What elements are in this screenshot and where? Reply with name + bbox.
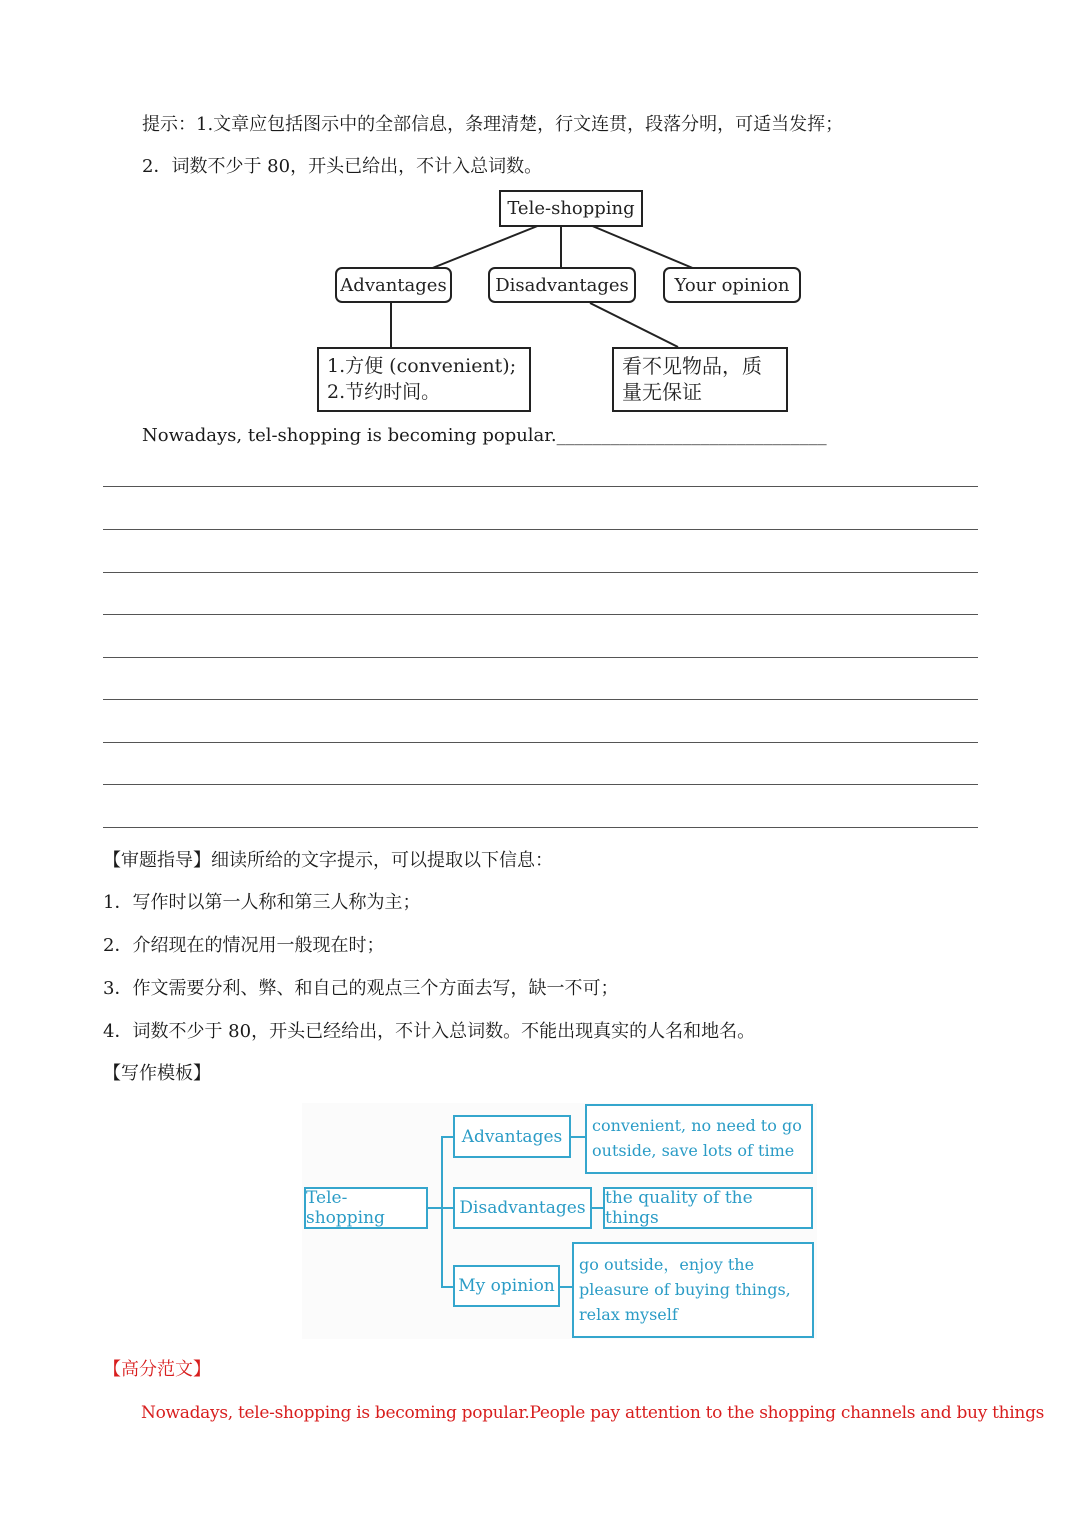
starter-text: Nowadays, tel-shopping is becoming popular. — [142, 425, 557, 446]
opinion-node: Your opinion — [663, 267, 801, 303]
guide-heading: 【审题指导】细读所给的文字提示，可以提取以下信息： — [103, 850, 553, 871]
tele-shopping-diagram — [300, 185, 820, 420]
starter-blank[interactable]: ______________________________ — [556, 425, 827, 446]
root-node: Tele-shopping — [499, 190, 643, 227]
disadvantages-node: Disadvantages — [488, 267, 636, 303]
writing-line[interactable] — [103, 742, 978, 743]
template-opinion-detail-line-1: go outside，enjoy the — [579, 1255, 755, 1274]
template-advantages-detail-line-2: outside, save lots of time — [592, 1141, 795, 1160]
writing-line[interactable] — [103, 784, 978, 785]
advantages-node: Advantages — [335, 267, 452, 303]
disadvantages-detail — [612, 347, 788, 412]
advantages-detail — [317, 347, 531, 412]
template-opinion-detail-line-2: pleasure of buying things, — [579, 1280, 791, 1299]
hint-line-2: 2．词数不少于 80，开头已给出，不计入总词数。 — [142, 156, 543, 177]
hint-line-1: 提示：1.文章应包括图示中的全部信息，条理清楚，行文连贯，段落分明，可适当发挥； — [142, 114, 844, 135]
writing-line[interactable] — [103, 699, 978, 700]
advantages-detail-line-1: 1.方便 (convenient); — [327, 355, 517, 377]
guide-item-4: 4．词数不少于 80，开头已经给出，不计入总词数。不能出现真实的人名和地名。 — [103, 1021, 756, 1042]
writing-template-diagram — [302, 1103, 817, 1339]
template-opinion-node: My opinion — [453, 1265, 560, 1307]
guide-item-3: 3．作文需要分利、弊、和自己的观点三个方面去写，缺一不可； — [103, 978, 619, 999]
template-opinion-detail-line-3: relax myself — [579, 1305, 678, 1324]
model-essay-line-1: Nowadays, tele-shopping is becoming popular.People pay attention to the shopping channels and buy things — [141, 1403, 1045, 1423]
starter-sentence — [142, 424, 827, 448]
connector — [441, 1286, 453, 1288]
advantages-detail-line-2: 2.节约时间。 — [327, 381, 441, 403]
writing-line[interactable] — [103, 657, 978, 658]
template-disadvantages-detail: the quality of the things — [603, 1187, 813, 1229]
template-disadvantages-node: Disadvantages — [453, 1187, 592, 1229]
writing-line[interactable] — [103, 827, 978, 828]
connector — [427, 1207, 442, 1209]
template-heading: 【写作模板】 — [103, 1063, 211, 1084]
template-advantages-detail — [585, 1104, 813, 1174]
connector — [559, 1286, 573, 1288]
connector — [570, 1136, 586, 1138]
template-root-node: Tele-shopping — [304, 1187, 428, 1229]
model-heading: 【高分范文】 — [103, 1359, 211, 1380]
disadvantages-detail-line-2: 量无保证 — [622, 380, 702, 404]
writing-line[interactable] — [103, 529, 978, 530]
writing-line[interactable] — [103, 572, 978, 573]
guide-item-1: 1．写作时以第一人称和第三人称为主； — [103, 892, 421, 913]
connector — [441, 1207, 453, 1209]
template-opinion-detail — [572, 1242, 814, 1338]
template-advantages-node: Advantages — [453, 1115, 571, 1158]
writing-line[interactable] — [103, 614, 978, 615]
connector — [441, 1136, 453, 1138]
disadvantages-detail-line-1: 看不见物品，质 — [622, 354, 762, 378]
connector — [441, 1136, 443, 1288]
guide-item-2: 2．介绍现在的情况用一般现在时； — [103, 935, 385, 956]
writing-line[interactable] — [103, 486, 978, 487]
template-advantages-detail-line-1: convenient, no need to go — [592, 1116, 802, 1135]
